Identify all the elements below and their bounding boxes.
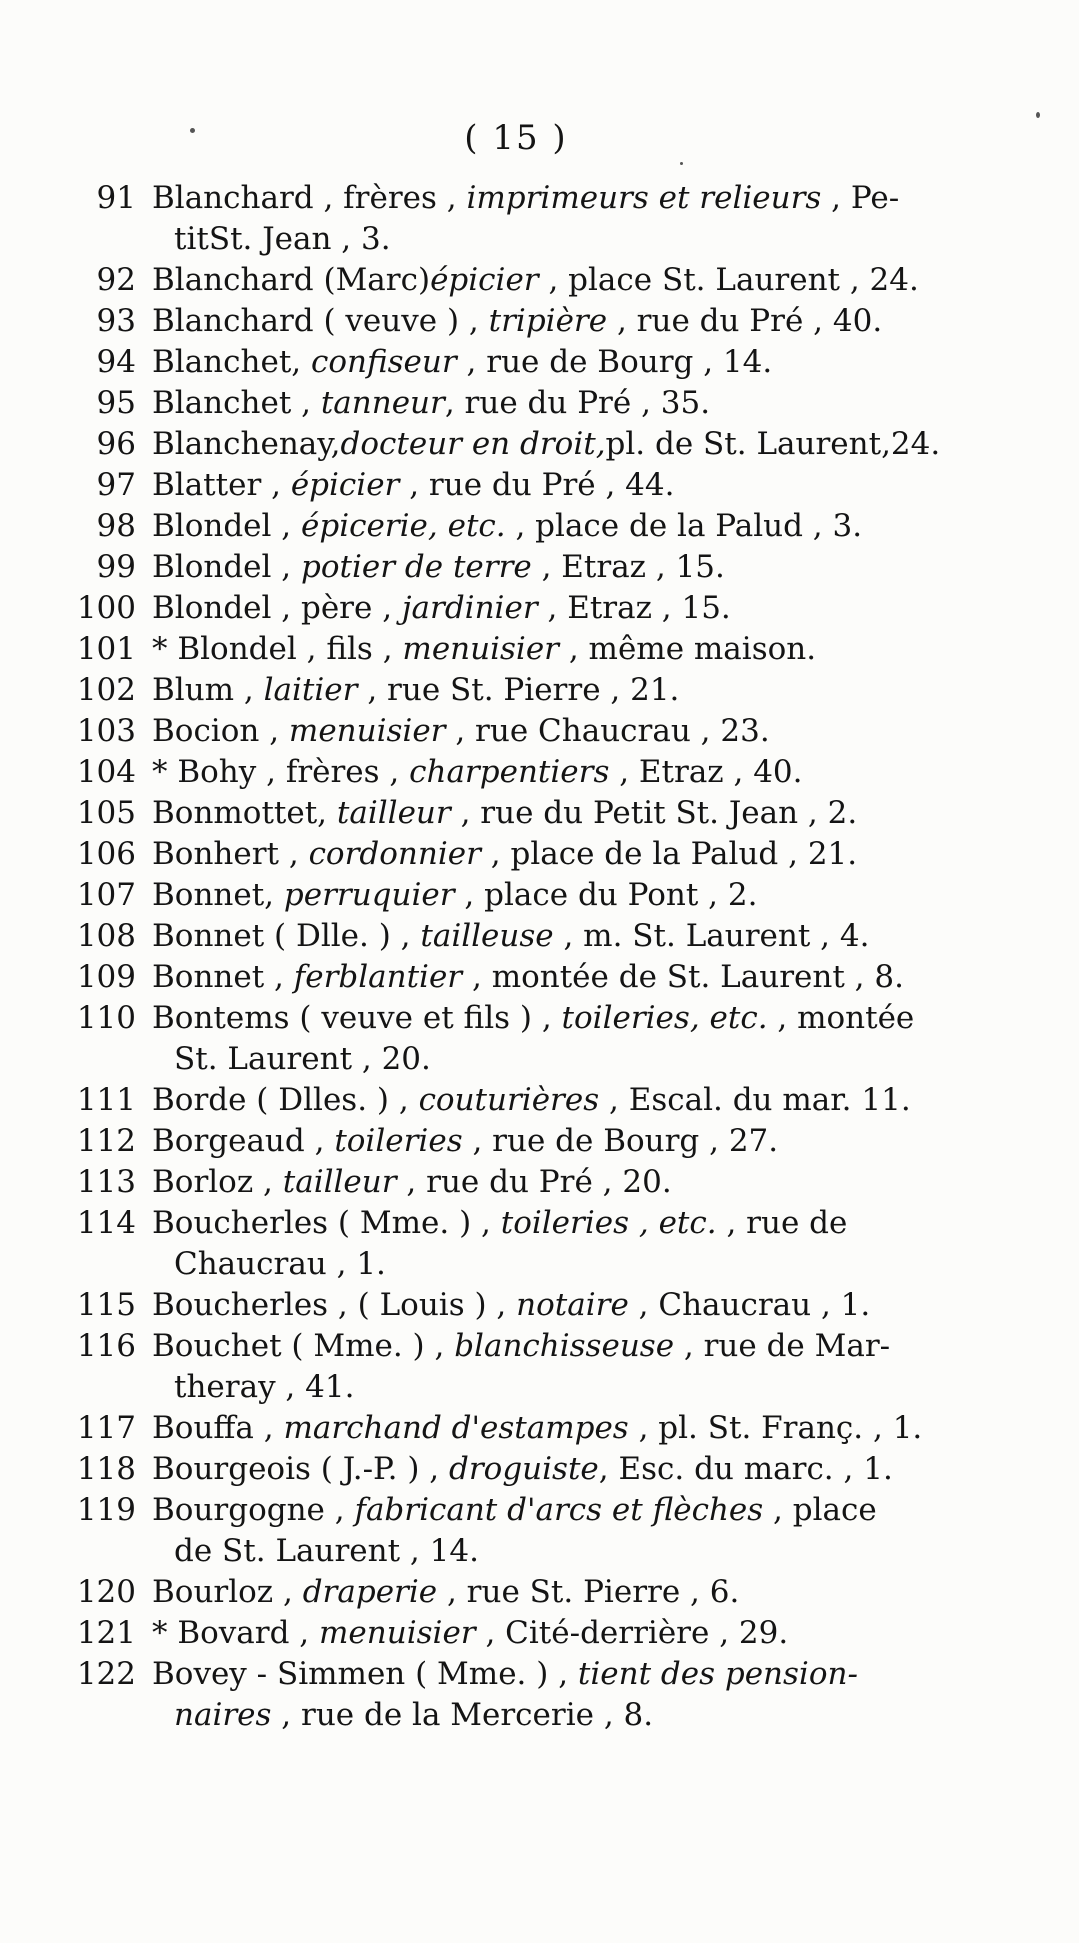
entry-segment: Boucherles , ( Louis ) , bbox=[152, 1287, 517, 1323]
entry-segment: , Esc. du marc. , 1. bbox=[598, 1451, 893, 1487]
occupation: docteur en droit, bbox=[340, 426, 606, 462]
entry-number: 101 bbox=[76, 631, 136, 667]
entry-segment: Blondel , bbox=[152, 549, 301, 585]
entry-segment: , place du Pont , 2. bbox=[454, 877, 758, 913]
entry-continuation-line bbox=[152, 1367, 982, 1408]
entry-segment: , m. St. Laurent , 4. bbox=[553, 918, 870, 954]
entry-line bbox=[152, 1121, 982, 1162]
entry-segment: , place bbox=[763, 1492, 877, 1528]
entry-number: 119 bbox=[76, 1492, 136, 1528]
entry-segment: , rue du Pré , 40. bbox=[607, 303, 883, 339]
directory-entry bbox=[52, 260, 982, 301]
directory-entry bbox=[52, 424, 982, 465]
entry-segment: , rue du Pré , 35. bbox=[444, 385, 711, 421]
occupation: laitier bbox=[263, 672, 358, 708]
entry-text bbox=[152, 1613, 982, 1654]
occupation: draperie bbox=[302, 1574, 438, 1610]
entry-number: 94 bbox=[96, 344, 136, 380]
entry-text bbox=[152, 711, 982, 752]
entry-line bbox=[152, 1408, 982, 1449]
entry-segment: Borde ( Dlles. ) , bbox=[152, 1082, 419, 1118]
entry-segment: , même maison. bbox=[559, 631, 817, 667]
entry-number: 93 bbox=[96, 303, 136, 339]
entry-line bbox=[152, 1572, 982, 1613]
directory-entry bbox=[52, 998, 982, 1080]
entry-segment: pl. de St. Laurent,24. bbox=[605, 426, 941, 462]
entry-segment: Bontems ( veuve et fils ) , bbox=[152, 1000, 562, 1036]
directory-entry bbox=[52, 1613, 982, 1654]
entry-segment: , montée de St. Laurent , 8. bbox=[462, 959, 904, 995]
entry-text bbox=[152, 465, 982, 506]
occupation: couturières bbox=[418, 1082, 600, 1118]
entry-segment: , pl. St. Franç. , 1. bbox=[628, 1410, 923, 1446]
entry-segment: , rue St. Pierre , 6. bbox=[437, 1574, 740, 1610]
entry-segment: Bonnet ( Dlle. ) , bbox=[152, 918, 421, 954]
entry-segment: , rue du Pré , 44. bbox=[399, 467, 675, 503]
entry-number: 91 bbox=[96, 180, 136, 216]
entry-segment: , Escal. du mar. 11. bbox=[599, 1082, 911, 1118]
directory-entry bbox=[52, 752, 982, 793]
entry-number: 103 bbox=[76, 713, 136, 749]
entry-segment: Blondel , père , bbox=[152, 590, 402, 626]
occupation: menuisier bbox=[288, 713, 446, 749]
entry-text bbox=[152, 342, 982, 383]
entry-number: 111 bbox=[76, 1082, 136, 1118]
occupation: tailleuse bbox=[420, 918, 554, 954]
entry-segment: , place de la Palud , 3. bbox=[505, 508, 863, 544]
entry-text bbox=[152, 1162, 982, 1203]
entry-number: 114 bbox=[76, 1205, 136, 1241]
occupation: menuisier bbox=[319, 1615, 476, 1651]
occupation: blanchisseuse bbox=[454, 1328, 675, 1364]
entry-text bbox=[152, 1654, 982, 1736]
entry-segment: , rue du Pré , 20. bbox=[396, 1164, 672, 1200]
entry-line bbox=[152, 301, 982, 342]
entry-line bbox=[152, 383, 982, 424]
entry-segment: Blanchard (Marc) bbox=[152, 262, 431, 298]
entry-line bbox=[152, 629, 982, 670]
entry-segment: , Etraz , 40. bbox=[609, 754, 803, 790]
entry-line bbox=[152, 1490, 982, 1531]
occupation: cordonnier bbox=[308, 836, 481, 872]
directory-entry bbox=[52, 957, 982, 998]
entry-segment: Bonmottet, bbox=[152, 795, 337, 831]
entry-segment: Blatter , bbox=[152, 467, 291, 503]
entry-number: 115 bbox=[76, 1287, 136, 1323]
entry-number: 106 bbox=[76, 836, 136, 872]
entry-segment: , place de la Palud , 21. bbox=[480, 836, 858, 872]
entry-text bbox=[152, 1572, 982, 1613]
entry-line bbox=[152, 670, 982, 711]
entry-segment: , rue Chaucrau , 23. bbox=[445, 713, 770, 749]
entry-number: 118 bbox=[76, 1451, 136, 1487]
directory-entry bbox=[52, 793, 982, 834]
entry-line bbox=[152, 1203, 982, 1244]
entry-text bbox=[152, 1326, 982, 1408]
directory-entry bbox=[52, 1449, 982, 1490]
entry-segment: , Etraz , 15. bbox=[531, 549, 725, 585]
entry-number: 98 bbox=[96, 508, 136, 544]
entry-segment: Boucherles ( Mme. ) , bbox=[152, 1205, 501, 1241]
entry-number: 121 bbox=[76, 1615, 136, 1651]
entry-segment: St. Laurent , 20. bbox=[174, 1041, 431, 1077]
entry-segment: , montée bbox=[767, 1000, 915, 1036]
directory-entry bbox=[52, 383, 982, 424]
entry-number: 110 bbox=[76, 1000, 136, 1036]
entry-segment: , rue St. Pierre , 21. bbox=[357, 672, 680, 708]
occupation: potier de terre bbox=[301, 549, 532, 585]
entry-segment: , rue de Bourg , 27. bbox=[462, 1123, 779, 1159]
entry-segment: , place St. Laurent , 24. bbox=[538, 262, 919, 298]
entry-text bbox=[152, 1121, 982, 1162]
occupation: toileries, etc. bbox=[561, 1000, 768, 1036]
entry-line bbox=[152, 465, 982, 506]
entry-line bbox=[152, 875, 982, 916]
occupation: marchand d'estampes bbox=[283, 1410, 629, 1446]
entry-segment: Bouchet ( Mme. ) , bbox=[152, 1328, 455, 1364]
entry-segment: * Bovard , bbox=[152, 1615, 320, 1651]
entry-text bbox=[152, 178, 982, 260]
entry-segment: Bonnet, bbox=[152, 877, 284, 913]
entry-number: 105 bbox=[76, 795, 136, 831]
ink-speck bbox=[1036, 112, 1040, 118]
entry-segment: Blanchard ( veuve ) , bbox=[152, 303, 489, 339]
entry-segment: , Cité-derrière , 29. bbox=[475, 1615, 789, 1651]
entry-segment: Bourgogne , bbox=[152, 1492, 355, 1528]
entry-segment: , rue de Bourg , 14. bbox=[456, 344, 773, 380]
entry-line bbox=[152, 588, 982, 629]
occupation: épicerie, etc. bbox=[301, 508, 506, 544]
entry-segment: , rue de la Mercerie , 8. bbox=[271, 1697, 654, 1733]
directory-entry bbox=[52, 547, 982, 588]
entry-number: 100 bbox=[76, 590, 136, 626]
entry-text bbox=[152, 957, 982, 998]
occupation: toileries , etc. bbox=[500, 1205, 717, 1241]
entry-text bbox=[152, 1285, 982, 1326]
directory-entry bbox=[52, 875, 982, 916]
entry-segment: Bourgeois ( J.-P. ) , bbox=[152, 1451, 449, 1487]
entry-segment: , rue du Petit St. Jean , 2. bbox=[450, 795, 858, 831]
entry-text bbox=[152, 301, 982, 342]
directory-entry bbox=[52, 834, 982, 875]
directory-entry bbox=[52, 178, 982, 260]
entry-segment: Chaucrau , 1. bbox=[174, 1246, 386, 1282]
entry-number: 107 bbox=[76, 877, 136, 913]
entry-segment: Blum , bbox=[152, 672, 264, 708]
entry-line bbox=[152, 178, 982, 219]
entry-number: 97 bbox=[96, 467, 136, 503]
directory-entry bbox=[52, 506, 982, 547]
entry-segment: , Etraz , 15. bbox=[537, 590, 731, 626]
entry-text bbox=[152, 834, 982, 875]
entry-segment: , rue de Mar- bbox=[674, 1328, 891, 1364]
occupation: tailleur bbox=[282, 1164, 397, 1200]
entry-number: 112 bbox=[76, 1123, 136, 1159]
entry-number: 96 bbox=[96, 426, 136, 462]
entry-text bbox=[152, 998, 982, 1080]
directory-entry bbox=[52, 670, 982, 711]
entry-text bbox=[152, 670, 982, 711]
entry-segment: Bourloz , bbox=[152, 1574, 303, 1610]
directory-entry bbox=[52, 1408, 982, 1449]
entry-text bbox=[152, 260, 982, 301]
entry-number: 122 bbox=[76, 1656, 136, 1692]
occupation: menuisier bbox=[402, 631, 559, 667]
entry-line bbox=[152, 1654, 982, 1695]
occupation: ferblantier bbox=[293, 959, 463, 995]
occupation: tient des pension- bbox=[577, 1656, 858, 1692]
occupation: charpentiers bbox=[409, 754, 610, 790]
entry-continuation-line bbox=[152, 1039, 982, 1080]
occupation: tailleur bbox=[336, 795, 451, 831]
occupation: fabricant d'arcs et flèches bbox=[354, 1492, 764, 1528]
entry-line bbox=[152, 793, 982, 834]
entry-segment: * Blondel , fils , bbox=[152, 631, 403, 667]
entry-line bbox=[152, 1285, 982, 1326]
entry-line bbox=[152, 1449, 982, 1490]
directory-entry bbox=[52, 1654, 982, 1736]
directory-entry bbox=[52, 711, 982, 752]
directory-list bbox=[52, 178, 982, 1736]
entry-text bbox=[152, 1490, 982, 1572]
entry-line bbox=[152, 506, 982, 547]
directory-entry bbox=[52, 588, 982, 629]
directory-entry bbox=[52, 342, 982, 383]
occupation: tripière bbox=[488, 303, 608, 339]
directory-entry bbox=[52, 1285, 982, 1326]
entry-number: 92 bbox=[96, 262, 136, 298]
entry-segment: Blanchet , bbox=[152, 385, 321, 421]
occupation: perruquier bbox=[283, 877, 455, 913]
entry-line bbox=[152, 752, 982, 793]
directory-entry bbox=[52, 1080, 982, 1121]
entry-text bbox=[152, 424, 982, 465]
entry-text bbox=[152, 629, 982, 670]
entry-segment: theray , 41. bbox=[174, 1369, 355, 1405]
entry-number: 104 bbox=[76, 754, 136, 790]
occupation: droguiste bbox=[449, 1451, 599, 1487]
occupation: notaire bbox=[516, 1287, 629, 1323]
entry-number: 117 bbox=[76, 1410, 136, 1446]
entry-text bbox=[152, 1080, 982, 1121]
entry-line bbox=[152, 342, 982, 383]
entry-line bbox=[152, 998, 982, 1039]
entry-number: 102 bbox=[76, 672, 136, 708]
entry-text bbox=[152, 1449, 982, 1490]
directory-entry bbox=[52, 1162, 982, 1203]
directory-entry bbox=[52, 1572, 982, 1613]
entry-segment: Borgeaud , bbox=[152, 1123, 335, 1159]
entry-text bbox=[152, 506, 982, 547]
entry-text bbox=[152, 547, 982, 588]
entry-segment: Bocion , bbox=[152, 713, 289, 749]
entry-segment: Bonhert , bbox=[152, 836, 309, 872]
occupation: imprimeurs et relieurs bbox=[466, 180, 822, 216]
entry-text bbox=[152, 383, 982, 424]
directory-entry bbox=[52, 1203, 982, 1285]
entry-continuation-line bbox=[152, 1531, 982, 1572]
entry-number: 109 bbox=[76, 959, 136, 995]
entry-segment: Blanchet, bbox=[152, 344, 311, 380]
occupation: jardinier bbox=[401, 590, 538, 626]
entry-line bbox=[152, 1613, 982, 1654]
entry-segment: Bovey - Simmen ( Mme. ) , bbox=[152, 1656, 578, 1692]
entry-text bbox=[152, 875, 982, 916]
occupation: tanneur bbox=[320, 385, 445, 421]
entry-number: 120 bbox=[76, 1574, 136, 1610]
entry-text bbox=[152, 1408, 982, 1449]
occupation: épicier bbox=[430, 262, 539, 298]
entry-text bbox=[152, 752, 982, 793]
entry-text bbox=[152, 916, 982, 957]
occupation: naires bbox=[174, 1697, 272, 1733]
entry-text bbox=[152, 793, 982, 834]
directory-entry bbox=[52, 1490, 982, 1572]
entry-segment: titSt. Jean , 3. bbox=[174, 221, 391, 257]
entry-line bbox=[152, 424, 982, 465]
entry-segment: Bouffa , bbox=[152, 1410, 284, 1446]
directory-entry bbox=[52, 916, 982, 957]
entry-continuation-line bbox=[152, 1244, 982, 1285]
entry-segment: Bonnet , bbox=[152, 959, 294, 995]
entry-text bbox=[152, 588, 982, 629]
entry-line bbox=[152, 834, 982, 875]
entry-segment: Borloz , bbox=[152, 1164, 283, 1200]
occupation: épicier bbox=[290, 467, 400, 503]
directory-entry bbox=[52, 1121, 982, 1162]
occupation: confiseur bbox=[310, 344, 457, 380]
entry-number: 108 bbox=[76, 918, 136, 954]
entry-segment: Blanchard , frères , bbox=[152, 180, 467, 216]
ink-speck bbox=[680, 162, 683, 165]
entry-line bbox=[152, 547, 982, 588]
entry-text bbox=[152, 1203, 982, 1285]
entry-number: 99 bbox=[96, 549, 136, 585]
entry-segment: de St. Laurent , 14. bbox=[174, 1533, 479, 1569]
entry-segment: Blanchenay, bbox=[152, 426, 341, 462]
entry-line bbox=[152, 711, 982, 752]
directory-entry bbox=[52, 465, 982, 506]
entry-number: 113 bbox=[76, 1164, 136, 1200]
occupation: toileries bbox=[334, 1123, 463, 1159]
entry-line bbox=[152, 1080, 982, 1121]
entry-segment: , rue de bbox=[716, 1205, 848, 1241]
entry-continuation-line bbox=[152, 1695, 982, 1736]
entry-line bbox=[152, 916, 982, 957]
entry-segment: , Chaucrau , 1. bbox=[628, 1287, 871, 1323]
entry-line bbox=[152, 1162, 982, 1203]
entry-line bbox=[152, 260, 982, 301]
entry-number: 116 bbox=[76, 1328, 136, 1364]
entry-segment: * Bohy , frères , bbox=[152, 754, 410, 790]
entry-line bbox=[152, 1326, 982, 1367]
entry-segment: Blondel , bbox=[152, 508, 301, 544]
directory-entry bbox=[52, 1326, 982, 1408]
directory-entry bbox=[52, 629, 982, 670]
entry-number: 95 bbox=[96, 385, 136, 421]
entry-segment: , Pe- bbox=[821, 180, 900, 216]
directory-entry bbox=[52, 301, 982, 342]
page-number: ( 15 ) bbox=[464, 118, 568, 158]
entry-continuation-line bbox=[152, 219, 982, 260]
entry-line bbox=[152, 957, 982, 998]
